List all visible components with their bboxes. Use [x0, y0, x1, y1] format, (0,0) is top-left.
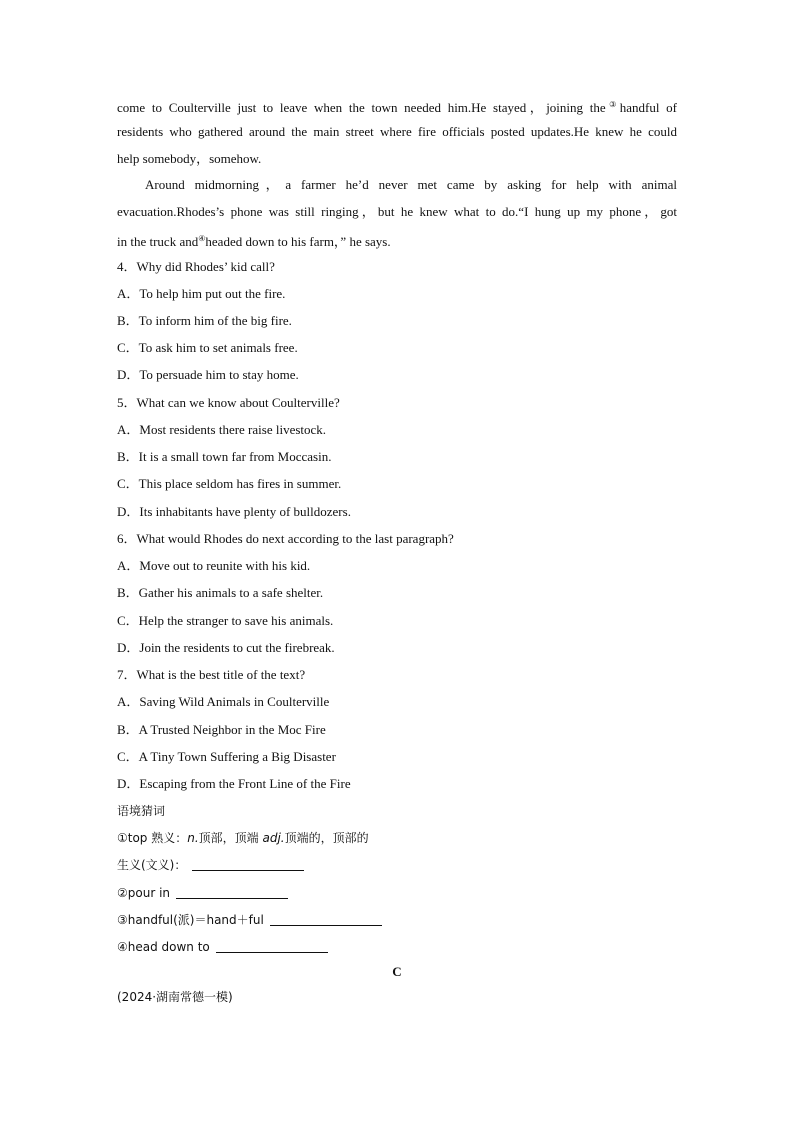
question-stem: 4．Why did Rhodes’ kid call? [117, 259, 275, 274]
question-option: D．Its inhabitants have plenty of bulldozers. [117, 504, 351, 519]
source-note: (2024·湖南常德一模) [117, 990, 233, 1004]
question-option: D．Join the residents to cut the firebreak. [117, 640, 335, 655]
question-option: A．Most residents there raise livestock. [117, 422, 327, 437]
passage-line: in the truck and④headed down to his farm，” he says. [117, 234, 391, 249]
question-option: C．Help the stranger to save his animals. [117, 613, 334, 628]
question-option: A．To help him put out the fire. [117, 286, 286, 301]
question-option: C．To ask him to set animals free. [117, 340, 298, 355]
question-option: B．Gather his animals to a safe shelter. [117, 585, 324, 600]
answer-blank[interactable] [270, 913, 382, 926]
answer-blank[interactable] [176, 886, 288, 899]
question-option: A．Saving Wild Animals in Coulterville [117, 694, 330, 709]
passage-line: evacuation.Rhodes’s phone was still ringing，but he knew what to do.“I hung up my phone，got [117, 204, 677, 219]
question-option: C．A Tiny Town Suffering a Big Disaster [117, 749, 336, 764]
footnote-marker: ④ [198, 234, 206, 243]
question-stem: 6．What would Rhodes do next according to the last paragraph? [117, 531, 454, 546]
question-option: B．A Trusted Neighbor in the Moc Fire [117, 722, 326, 737]
footnote-marker: ③ [605, 100, 620, 109]
vocab-item: ④head down to [117, 939, 677, 955]
question-option: A．Move out to reunite with his kid. [117, 558, 311, 573]
question-option: B．It is a small town far from Moccasin. [117, 449, 332, 464]
vocab-item: ①top 熟义：n.顶部，顶端 adj.顶端的，顶部的 [117, 831, 369, 845]
answer-blank[interactable] [216, 940, 328, 953]
vocab-item: ③handful(派)＝hand＋ful [117, 912, 677, 928]
passage-line: Around midmorning，a farmer he’d never met came by asking for help with animal [145, 177, 677, 192]
question-option: B．To inform him of the big fire. [117, 313, 292, 328]
answer-blank[interactable] [192, 858, 304, 871]
section-letter: C [392, 964, 402, 979]
question-option: C．This place seldom has fires in summer. [117, 476, 342, 491]
question-stem: 7．What is the best title of the text? [117, 667, 306, 682]
vocab-heading: 语境猜词 [117, 804, 166, 818]
question-option: D．Escaping from the Front Line of the Fire [117, 776, 351, 791]
question-stem: 5．What can we know about Coulterville? [117, 395, 340, 410]
passage-line: residents who gathered around the main street where fire officials posted updates.He knew he could [117, 124, 677, 139]
vocab-item: ②pour in [117, 885, 677, 901]
passage-line: help somebody，somehow. [117, 151, 262, 166]
question-option: D．To persuade him to stay home. [117, 367, 299, 382]
vocab-item: 生义(文义)： [117, 857, 677, 873]
passage-line: come to Coulterville just to leave when the town needed him.He stayed，joining the③handful of [117, 100, 678, 115]
